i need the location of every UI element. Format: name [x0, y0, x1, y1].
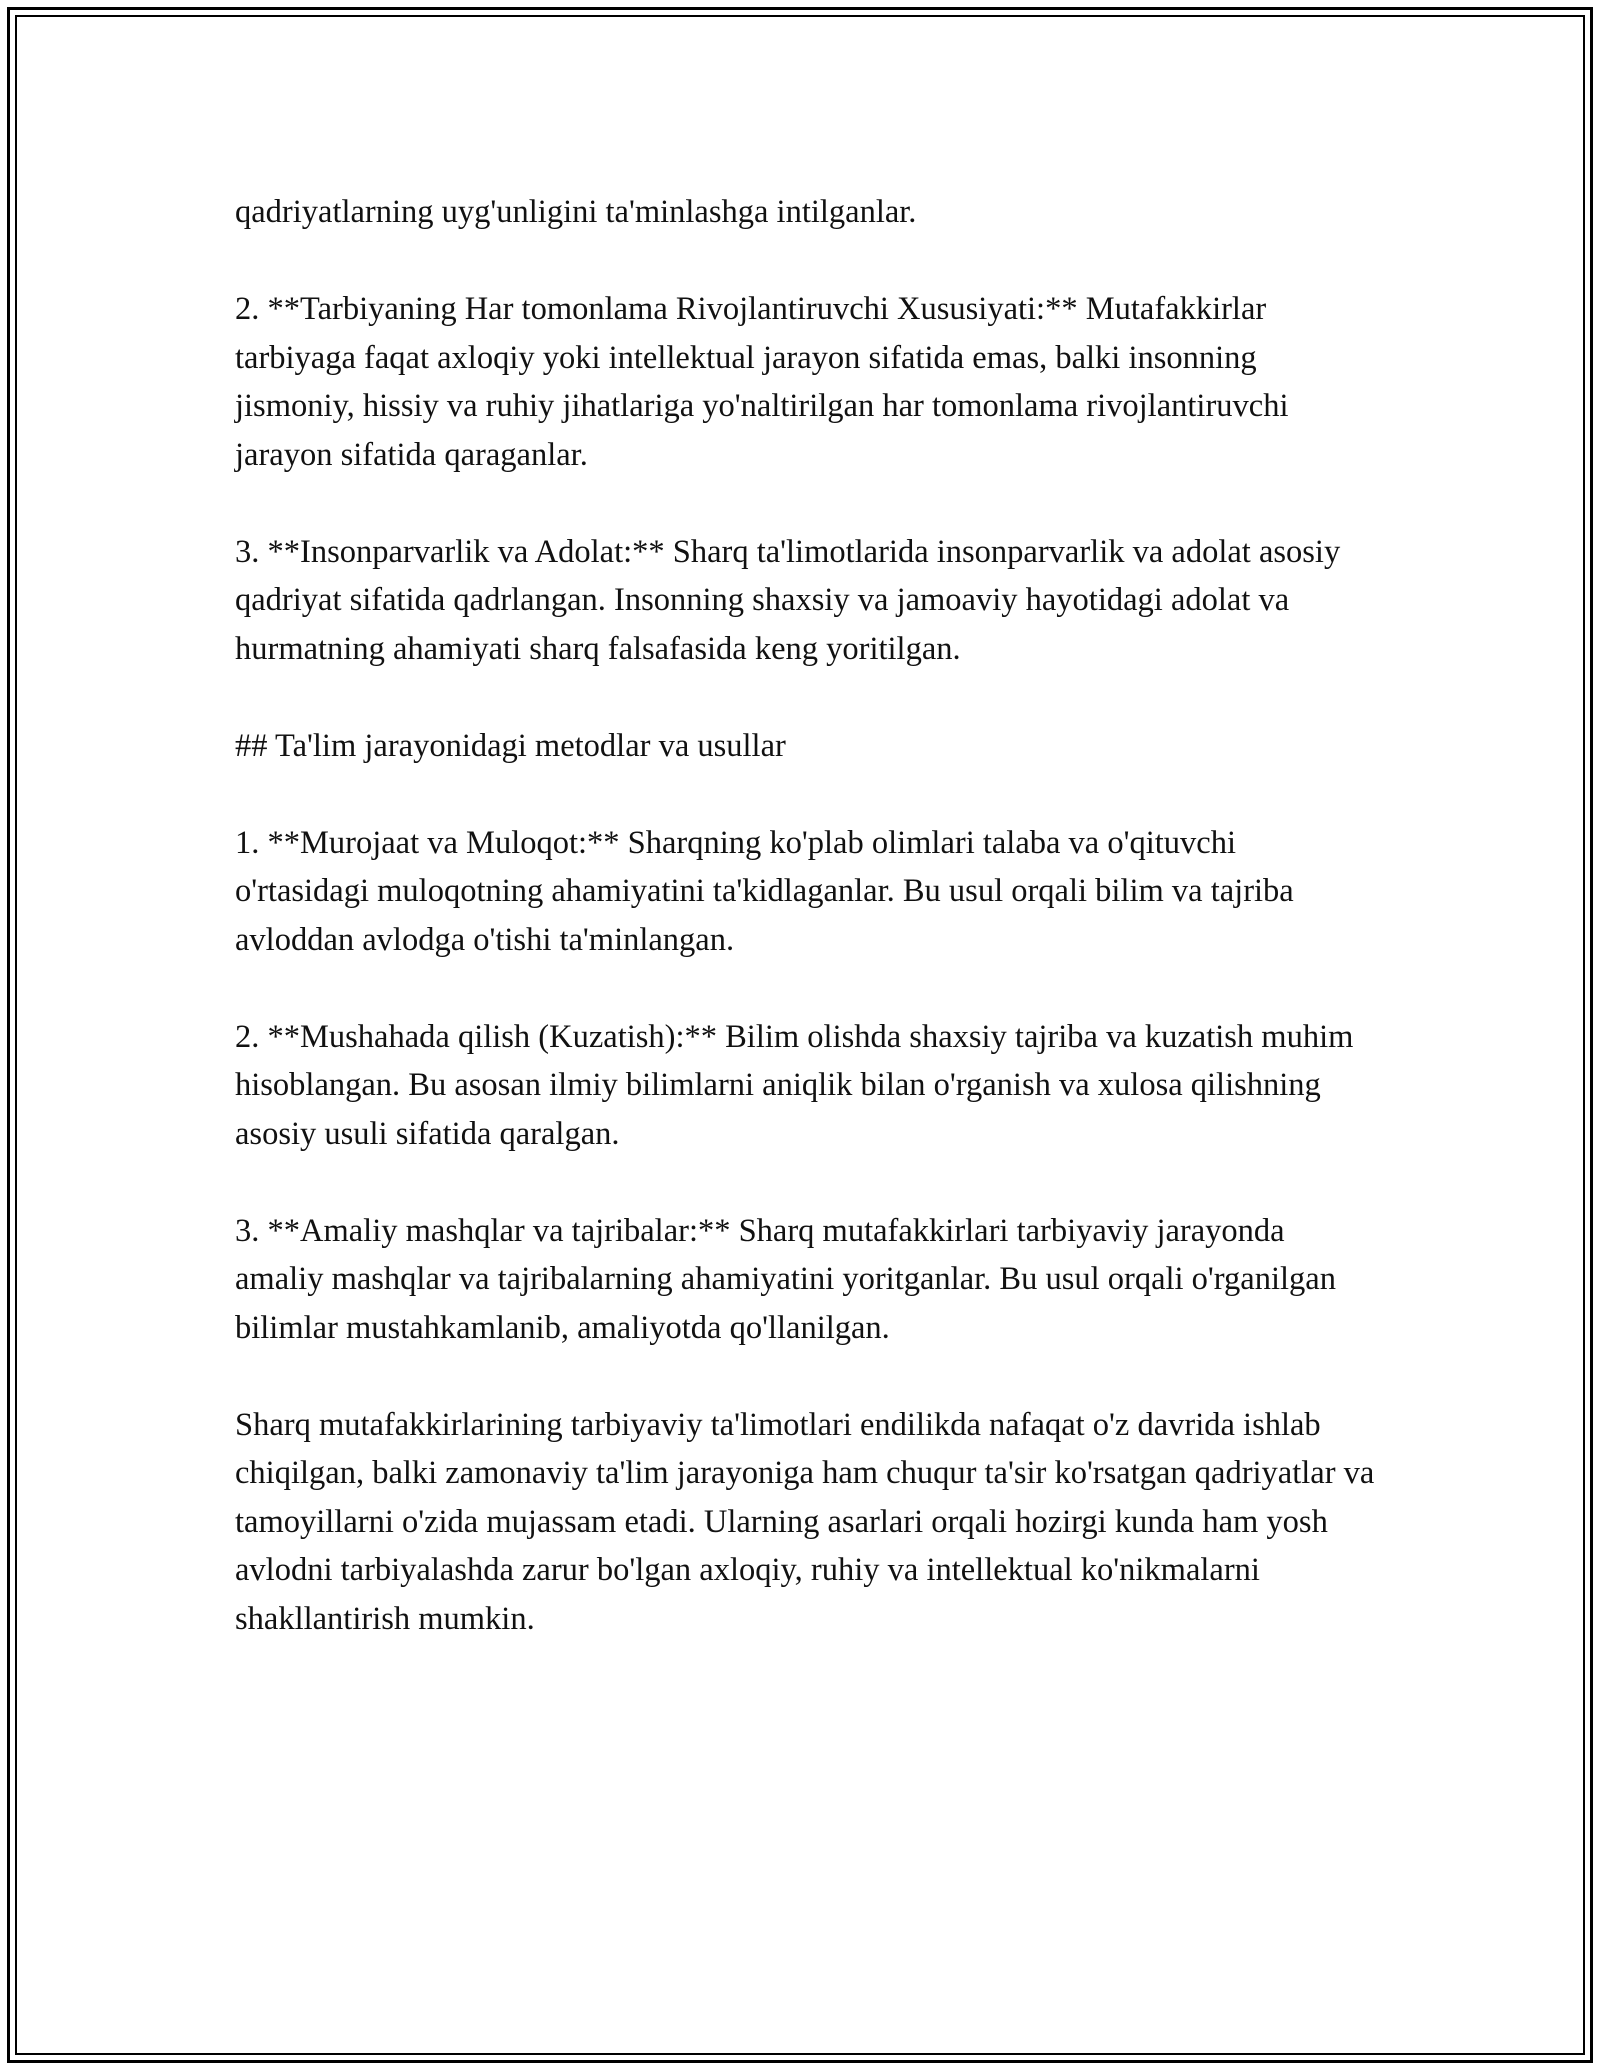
paragraph-list-item-2-observation: 2. **Mushahada qilish (Kuzatish):** Bilim olishda shaxsiy tajriba va kuzatish muhim hisoblangan. Bu asosan ilmiy bilimlarni aniqlik bilan o'rganish va xulosa qilishning asosiy usuli sifatida qaralgan.	[235, 1018, 1354, 1152]
paragraph-list-item-2-development: 2. **Tarbiyaning Har tomonlama Rivojlantiruvchi Xususiyati:** Mutafakkirlar tarbiyaga faqat axloqiy yoki intellektual jarayon sifatida emas, balki insonning jismoniy, hissiy va ruhiy jihatlariga yo'naltirilgan har tomonlama rivojlantiruvchi jarayon sifatida qaraganlar.	[235, 291, 1289, 473]
section-heading: ## Ta'lim jarayonidagi metodlar va usullar	[235, 727, 786, 764]
document-body	[235, 188, 1375, 1692]
paragraph-continuation: qadriyatlarning uyg'unligini ta'minlashga intilganlar.	[235, 194, 917, 230]
paragraph-list-item-1-dialogue: 1. **Murojaat va Muloqot:** Sharqning ko'plab olimlari talaba va o'qituvchi o'rtasidagi muloqotning ahamiyatini ta'kidlaganlar. Bu usul orqali bilim va tajriba avloddan avlodga o'tishi ta'minlangan.	[235, 824, 1294, 958]
paragraph-list-item-3-humanism: 3. **Insonparvarlik va Adolat:** Sharq ta'limotlarida insonparvarlik va adolat asosiy qadriyat sifatida qadrlangan. Insonning shaxsiy va jamoaviy hayotidagi adolat va hurmatning ahamiyati sharq falsafasida keng yoritilgan.	[235, 533, 1341, 667]
paragraph-list-item-3-practice: 3. **Amaliy mashqlar va tajribalar:** Sharq mutafakkirlari tarbiyaviy jarayonda amaliy mashqlar va tajribalarning ahamiyatini yoritganlar. Bu usul orqali o'rganilgan bilimlar mustahkamlanib, amaliyotda qo'llanilgan.	[235, 1212, 1336, 1346]
paragraph-conclusion: Sharq mutafakkirlarining tarbiyaviy ta'limotlari endilikda nafaqat o'z davrida ishlab chiqilgan, balki zamonaviy ta'lim jarayoniga ham chuqur ta'sir ko'rsatgan qadriyatlar va tamoyillarni o'zida mujassam etadi. Ularning asarlari orqali hozirgi kunda ham yosh avlodni tarbiyalashda zarur bo'lgan axloqiy, ruhiy va intellektual ko'nikmalarni shakllantirish mumkin.	[235, 1406, 1375, 1637]
